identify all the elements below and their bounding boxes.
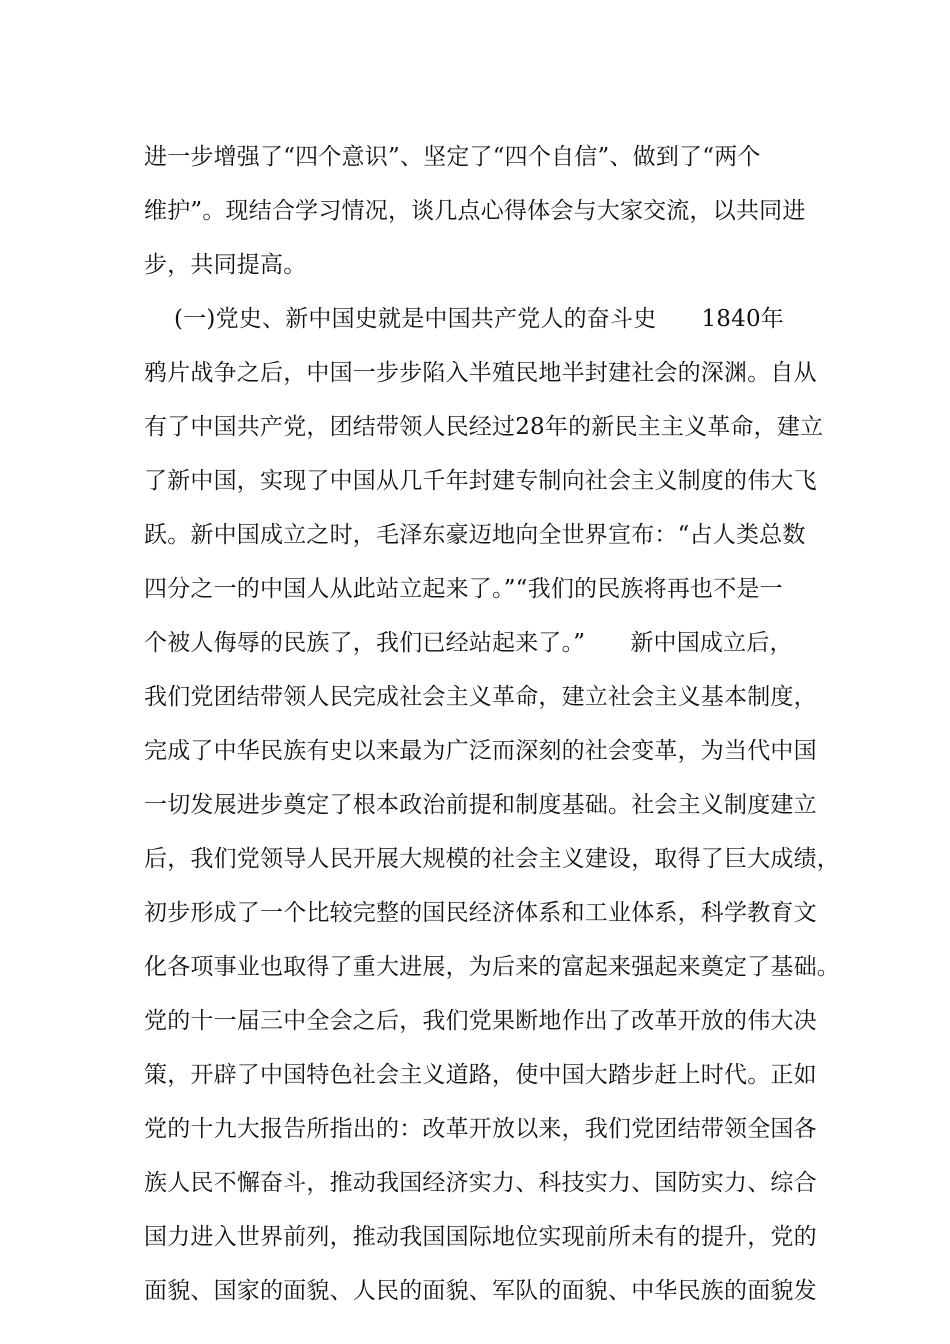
text-line-17: 党的十一届三中全会之后，我们党果断地作出了改革开放的伟大决	[144, 1008, 817, 1034]
text-line-14: 后，我们党领导人民开展大规模的社会主义建设，取得了巨大成绩，	[144, 846, 840, 872]
text-line-5: 鸦片战争之后，中国一步步陷入半殖民地半封建社会的深渊。自从	[144, 360, 817, 386]
text-line-20: 族人民不懈奋斗，推动我国经济实力、科技实力、国防实力、综合	[144, 1170, 817, 1196]
text-line-22: 面貌、国家的面貌、人民的面貌、军队的面貌、中华民族的面貌发	[144, 1278, 817, 1304]
text-line-21: 国力进入世界前列，推动我国国际地位实现前所未有的提升，党的	[144, 1224, 817, 1250]
text-line-8: 跃。新中国成立之时，毛泽东豪迈地向全世界宣布：“占人类总数	[144, 522, 806, 548]
body-text	[144, 130, 840, 1318]
text-line-2: 维护”。现结合学习情况，谈几点心得体会与大家交流，以共同进	[144, 198, 806, 224]
text-line-1: 进一步增强了“四个意识”、坚定了“四个自信”、做到了“两个	[144, 144, 761, 170]
text-line-15: 初步形成了一个比较完整的国民经济体系和工业体系，科学教育文	[144, 900, 817, 926]
text-line-18: 策，开辟了中国特色社会主义道路，使中国大踏步赶上时代。正如	[144, 1062, 817, 1088]
text-line-11: 我们党团结带领人民完成社会主义革命，建立社会主义基本制度，	[144, 684, 817, 710]
text-line-9: 四分之一的中国人从此站立起来了。”“我们的民族将再也不是一	[144, 576, 783, 602]
text-line-7: 了新中国，实现了中国从几千年封建专制向社会主义制度的伟大飞	[144, 468, 817, 494]
text-line-16: 化各项事业也取得了重大进展，为后来的富起来强起来奠定了基础。	[144, 954, 840, 980]
section-heading-line: (一)党史、新中国史就是中国共产党人的奋斗史 1840年	[144, 306, 784, 332]
text-line-3: 步，共同提高。	[144, 252, 307, 278]
text-line-19: 党的十九大报告所指出的：改革开放以来，我们党团结带领全国各	[144, 1116, 817, 1142]
text-line-10: 个被人侮辱的民族了，我们已经站起来了。” 新中国成立后，	[144, 630, 793, 656]
text-line-12: 完成了中华民族有史以来最为广泛而深刻的社会变革，为当代中国	[144, 738, 817, 764]
text-line-6: 有了中国共产党，团结带领人民经过28年的新民主主义革命，建立	[144, 414, 824, 440]
text-line-13: 一切发展进步奠定了根本政治前提和制度基础。社会主义制度建立	[144, 792, 817, 818]
